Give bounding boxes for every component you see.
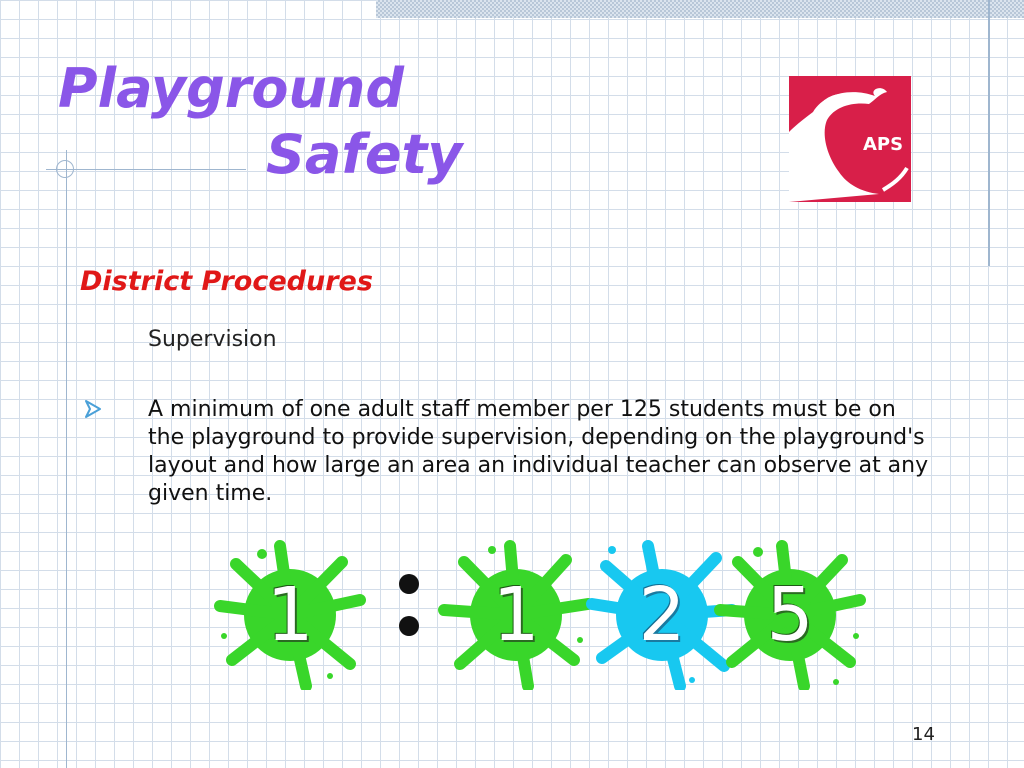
splat-digit-4 [710,540,870,690]
bullet-paragraph: A minimum of one adult staff member per 125 students must be on the playground to provide supervision, depending on the playground's layout and how large an area an individual teacher can observe at any given time. [148,397,929,506]
page-number: 14 [912,724,935,745]
arrow-bullet-icon [82,398,104,420]
logo-text: APS [863,134,904,155]
left-rule [66,150,67,768]
section-subtitle: District Procedures [80,266,373,297]
ratio-digit: 2 [638,572,686,658]
ratio-colon-icon [396,570,422,640]
ratio-digit: 5 [766,572,814,658]
splat-digit-2 [436,540,596,690]
crosshair-ornament [56,160,74,178]
title-line-2: Safety [266,123,463,186]
top-decorative-band [376,0,1024,18]
supervision-label: Supervision [148,327,277,352]
ratio-graphic [210,540,870,690]
title-underline [46,169,246,170]
ratio-digit: 1 [266,572,314,658]
ratio-digit: 1 [492,572,540,658]
right-rule [988,0,990,266]
splat-digit-1 [210,540,370,690]
aps-logo-icon [783,72,915,206]
title-line-1: Playground [58,57,404,120]
